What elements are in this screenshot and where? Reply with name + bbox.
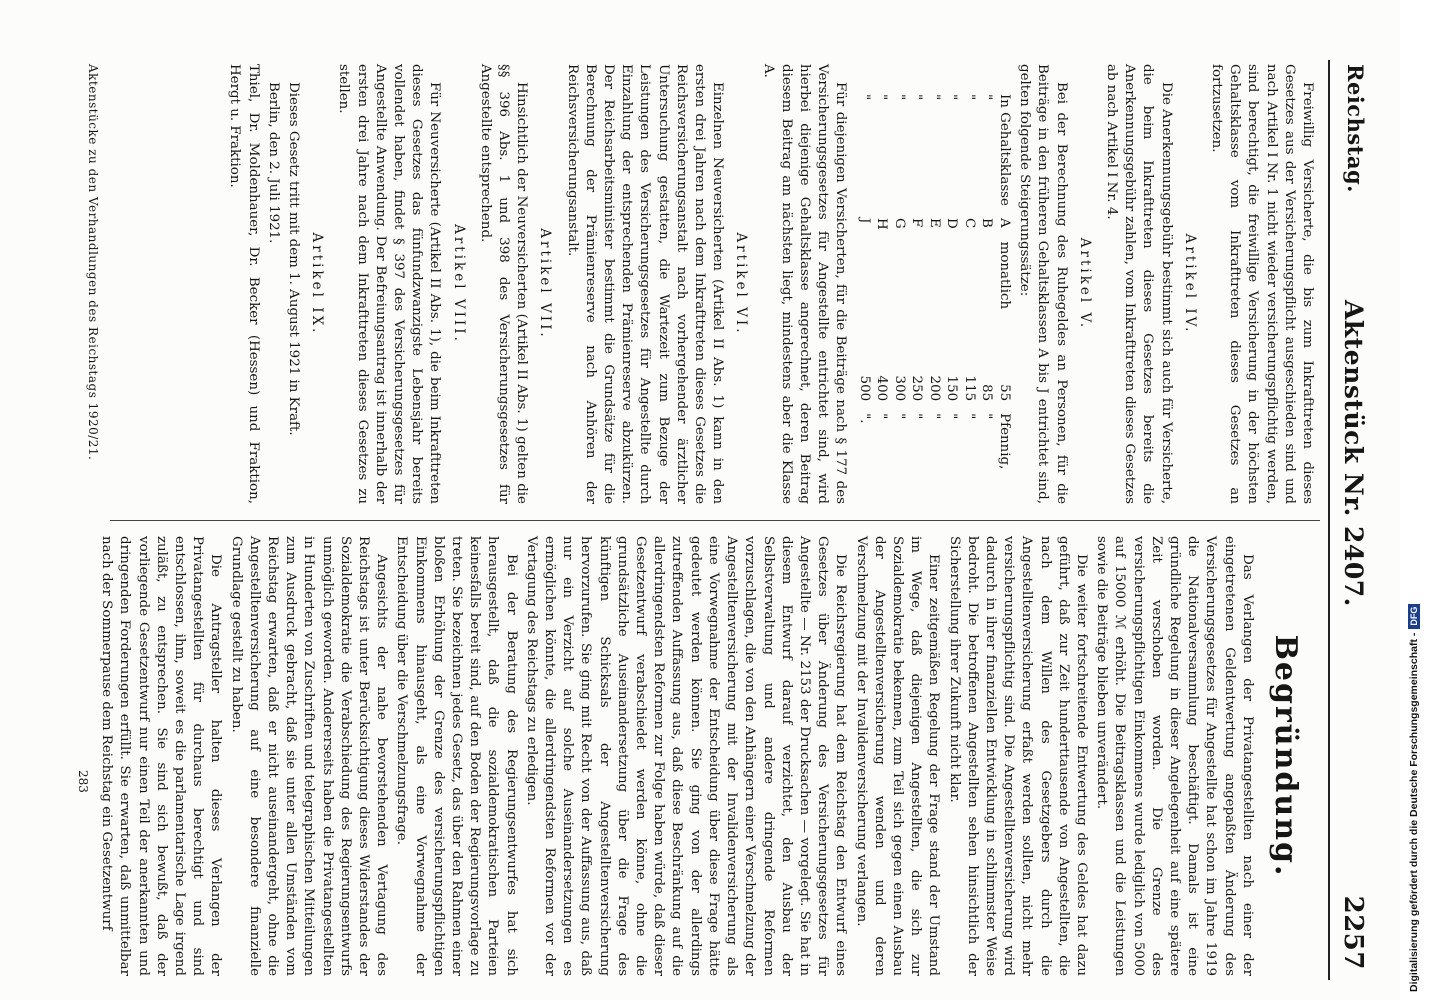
date-line: Berlin, den 2. Juli 1921. [265,82,281,244]
step-unit: " [891,413,907,420]
footer-page-number: 283 [76,770,90,793]
step-class: C [961,217,977,229]
article-7-text: Hinsichtlich der Neuversicherten (Artikel II Abs. 1) gelten die §§ 396 Abs. 1 und 398 des Versicherungsgesetzes für Angestellte entsprechend. [477,64,530,504]
step-note [908,236,926,315]
rationale-paragraph: Das Verlangen der Privatangestellten nach einer der eingetretenen Geldentwertung angepaßten Änderung des Versicherungsgesetzes für Angestellte hat schon im Jahre 1919 die Nationalversammlung beschäftigt. Damals ist eine gründliche Regelung in dieser Angelegenheit auf eine spätere Zeit verschoben worden. Die Grenze des versicherungspflichtigen Einkommens wurde lediglich von 5000 auf 15000 ℳ erhöht. Die Beitragsklassen und die Leistungen sowie die Beiträge blieben unverändert. [1094,536,1255,976]
step-prefix: " [856,94,872,101]
footer-note: Aktenstücke zu den Verhandlungen des Reichstags 1920/21. [86,64,100,461]
step-value: 150 [944,375,960,402]
left-column [223,64,1316,504]
step-value: 250 [909,375,925,402]
step-prefix: " [944,94,960,101]
article-7-title: Artikel VII. [537,228,554,340]
rationale-paragraph: Bei der Beratung des Regierungsentwurfes hat sich herausgestellt, daß die sozialdemokratischen Parteien keinesfalls bereit sind, auf den Boden der Regierungsvorlage zu treten. Sie bezeichnen jedes Gesetz, das über den Rahmen einer bloßen Erhöhung der Grenze des versicherungspflichtigen Einkommens hinausgeht, als eine Vorwegnahme der Entscheidung über die Verschmelzungsfrage. [394,536,519,976]
rationale-paragraph: Die weiter fortschreitende Entwertung des Geldes hat dazu geführt, daß zur Zeit hunderttausende von Angestellten, die nach dem Willen des Gesetzgebers durch die Angestelltenversicherung erfaßt werden sollten, nicht mehr versicherungspflichtig sind. Die Angestelltenversicherung wird dadurch in ihrer finanziellen Entwicklung in schlimmster Weise bedroht. Die betroffenen Angestellten sehen hinsichtlich der Sicherstellung ihrer Zukunft nicht klar. [946,536,1089,976]
step-unit: " [909,413,925,420]
step-prefix: " [891,94,907,101]
step-class: A [996,217,1012,228]
article-9-text: Dieses Gesetz tritt mit dem 1. August 1921 in Kraft. [285,82,301,436]
step-row [855,88,873,475]
header-left: Reichstag. [1343,64,1368,193]
step-prefix: " [979,94,995,101]
rationale-paragraph: Die Antragsteller halten dieses Verlangen der Privatangestellten für durchaus berechtigt und sind entschlossen, ihm, soweit es die parlamentarische Lage irgend zuläßt, zu entsprechen. Sie sind sich bewußt, daß der vorliegende Gesetzentwurf nur einen Teil der anerkannten und dringenden Forderungen erfüllt. Sie erwarten, daß unmittelbar nach der Sommerpause dem Reichstag ein Gesetzentwurf [99,536,224,976]
step-row [943,88,961,475]
step-note [943,236,961,315]
step-note [925,236,943,315]
step-value: 200 [926,375,942,402]
step-value: 300 [891,375,907,402]
step-value: 500 [856,375,872,402]
rationale-paragraph: Angesichts der nahe bevorstehenden Vertagung des Reichstags ist unter Berücksichtigung dieses Widerstandes der Sozialdemokratie die Verabschiedung des Regierungsentwurfs unmöglich geworden. Andererseits haben die Privatangestellten in Hunderten von Zuschriften und telegraphischen Mitteilungen zum Ausdruck gebracht, daß sie unter allen Umständen vom Reichstag erwarten, daß er nicht auseinandergeht, ohne die Angestelltenversicherung auf eine besondere finanzielle Grundlage gestellt zu haben. [228,536,390,976]
step-note [873,236,891,315]
article-5-title: Artikel V. [1076,237,1093,331]
article-5-text-2: Für diejenigen Versicherten, für die Beiträge nach § 177 des Versicherungsgesetzes für Angestellte entrichtet sind, wird hierbei diejenige Gehaltsklasse angerechnet, deren Beitrag diesem Beitrag am nächsten liegt, mindestens aber die Klasse A. [760,64,849,504]
step-note [855,236,873,315]
step-note: monatlich [996,241,1012,310]
step-prefix: " [961,94,977,101]
step-class: H [874,217,890,230]
step-row [890,88,908,475]
step-note [890,236,908,315]
step-unit: Pfennig, [996,413,1012,470]
article-6-text: Einzelnen Neuversicherten (Artikel II Abs. 1) kann in den ersten drei Jahren nach dem Inkrafttreten dieses Gesetzes die Reichsversicherungsanstalt nach vorhergehender ärztlicher Untersuchung gestatten, die Wartezeit zum Bezuge der Leistungen des Versicherungsgesetzes für Angestellte durch Einzahlung der entsprechenden Prämienreserve abzukürzen. Der Reichsarbeitsminister bestimmt die Grundsätze für die Berechnung der Prämienreserve nach Anhören der Reichsversicherungsanstalt. [564,64,726,504]
step-value: 115 [961,375,977,402]
digitization-text: Digitalisierung gefördert durch die Deutsche Forschungsgemeinschaft - [1408,632,1420,992]
step-prefix: " [874,94,890,101]
step-note [960,236,978,315]
header-rule [1328,60,1330,980]
step-row [995,88,1013,475]
step-prefix: " [909,94,925,101]
step-note [978,236,996,315]
step-class: D [944,217,960,229]
rationale-paragraph: Die Reichsregierung hat dem Reichstag den Entwurf eines Gesetzes über Änderung des Versicherungsgesetzes für Angestellte — Nr. 2153 der Drucksachen — vorgelegt. Sie hat in diesem Entwurf darauf verzichtet, den Ausbau der Selbstverwaltung und andere dringende Reformen vorzuschlagen, die von den Anhängern einer Verschmelzung der Angestelltenversicherung mit der Invalidenversicherung als eine Vorwegnahme der Entscheidung über diese Frage hätte gedeutet werden können. Sie ging von der allerdings zutreffenden Auffassung aus, daß diese Beschränkung auf die allerdringendsten Reformen zur Folge haben würde, daß dieser Gesetzentwurf verabschiedet werden könne, ohne die grundsätzliche Auseinandersetzung über die Frage des künftigen Schicksals der Angestelltenversicherung hervorzurufen. Sie ging mit Recht von der Auffassung aus, daß nur ein Verzicht auf solche Auseinandersetzungen es ermöglichen könnte, die allerdringendsten Reformen vor der Vertagung des Reichstags zu erledigen. [523,536,849,976]
intro-paragraph: Freiwillig Versicherte, die bis zum Inkrafttreten dieses Gesetzes aus der Versicherungspflicht ausgeschieden sind und nach Artikel I Nr. 1 nicht wieder versicherungspflichtig werden, sind berechtigt, die freiwillige Versicherung in der höchsten Gehaltsklasse vom Inkrafttreten dieses Gesetzes an fortzusetzen. [1208,64,1315,504]
rationale-paragraph: Einer zeitgemäßen Regelung der Frage stand der Umstand im Wege, daß diejenigen Angestellten, die sich zur Sozialdemokratie bekennen, zum Teil sich gegen einen Ausbau der Angestelltenversicherung wenden und deren Verschmelzung mit der Invalidenversicherung verlangen. [853,536,942,976]
step-class: E [926,217,942,228]
step-class: F [909,217,925,228]
steigerungssaetze-table [855,88,1013,475]
step-value: 85 [979,384,995,402]
article-6-title: Artikel VI. [733,232,750,336]
section-title: Begründung. [1268,634,1303,878]
step-unit: " [926,413,942,420]
step-value: 400 [874,375,890,402]
step-unit: " [874,413,890,420]
step-prefix: In Gehaltsklasse [996,94,1012,206]
step-class: J [856,217,872,224]
digitization-note [1408,604,1420,992]
step-class: G [891,217,907,229]
step-unit: " [961,413,977,420]
step-value: 55 [996,384,1012,402]
header-center: Aktenstück Nr. 2407. [1339,300,1368,607]
article-8-text: Für Neuversicherte (Artikel II Abs. 1), die beim Inkrafttreten dieses Gesetzes das fünfundzwanzigste Lebensjahr bereits vollendet haben, findet § 397 des Versicherungsgesetzes für Angestellte Anwendung. Der Befreiungsantrag ist innerhalb der ersten drei Jahre nach dem Inkrafttreten dieses Gesetzes zu stellen. [336,64,443,504]
dfg-logo: DFG [1408,604,1420,629]
step-unit: " [944,413,960,420]
article-9-title: Artikel IX. [309,232,326,336]
step-row [908,88,926,475]
page-header [1316,0,1376,1000]
column-separator [110,520,1320,521]
step-row [925,88,943,475]
step-row [978,88,996,475]
signature: Thiel, Dr. Moldenhauer, Dr. Becker (Hessen) und Fraktion, Hergt u. Fraktion. [227,64,261,504]
article-8-title: Artikel VIII. [450,224,467,344]
step-class: B [979,217,995,228]
step-prefix: " [926,94,942,101]
step-row [960,88,978,475]
page-number-top: 2257 [1338,895,1368,970]
step-unit: " [979,413,995,420]
right-column [95,536,1316,976]
article-4-text: Die Anerkennungsgebühr bestimmt sich auch für Versicherte, die beim Inkrafttreten dieses Gesetzes bereits die Anerkennungsgebühr zahlen, vom Inkrafttreten dieses Gesetzes ab nach Artikel I Nr. 4. [1103,64,1174,504]
digitization-sidebar [1400,0,1434,1000]
step-unit: ". [856,413,872,424]
step-row [873,88,891,475]
article-5-text: Bei der Berechnung des Ruhegeldes an Personen, für die Beiträge in den früheren Gehaltsklassen A bis J entrichtet sind, gelten folgende Steigerungssätze: [1017,64,1069,504]
article-4-title: Artikel IV. [1181,233,1198,335]
